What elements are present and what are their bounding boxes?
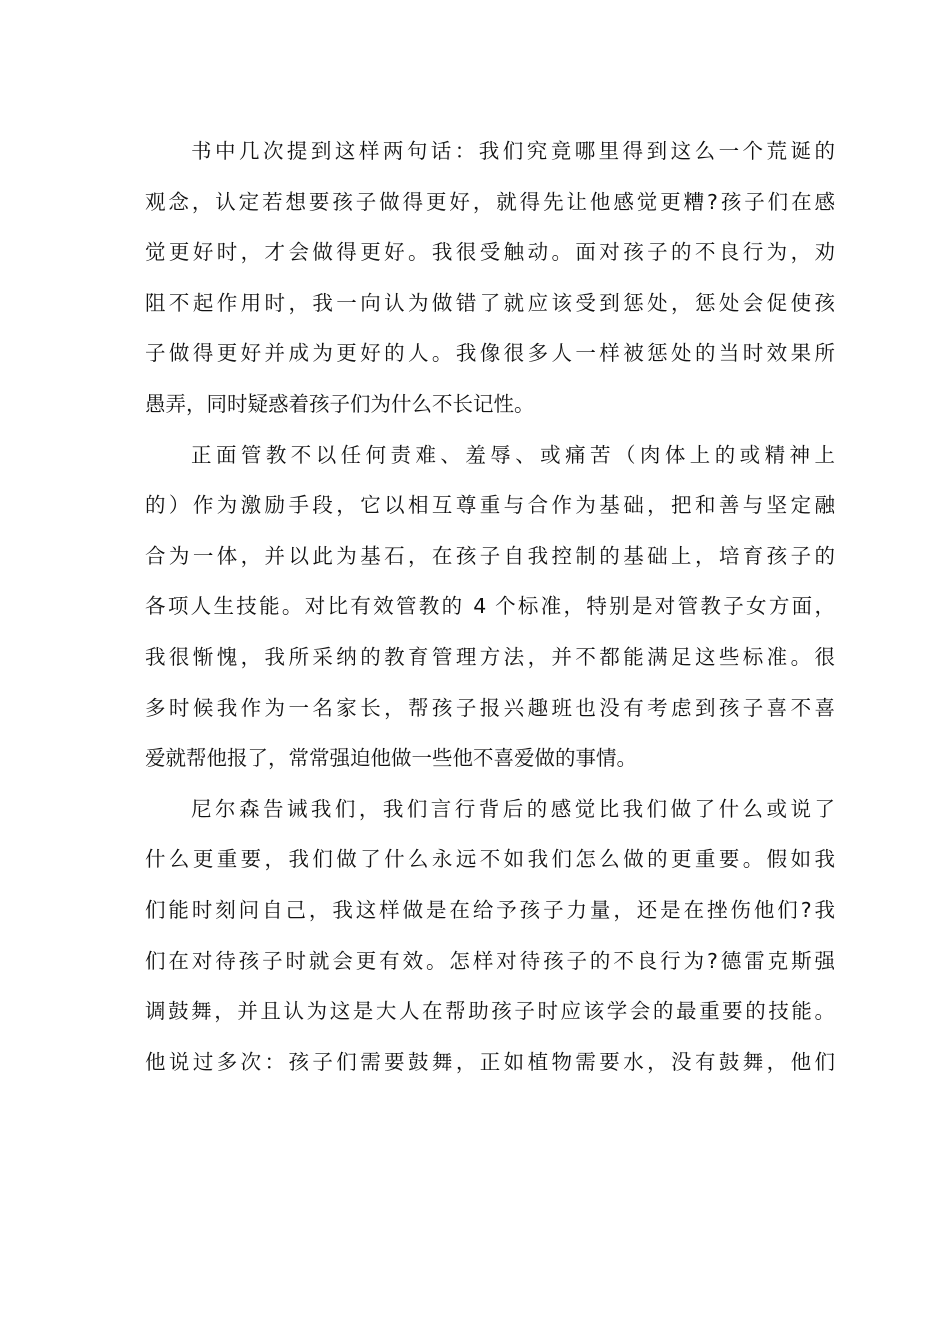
text-line: 我很惭愧，我所采纳的教育管理方法，并不都能满足这些标准。很 <box>145 644 835 669</box>
text-line: 阻不起作用时，我一向认为做错了就应该受到惩处，惩处会促使孩 <box>145 290 835 315</box>
text-line: 他说过多次：孩子们需要鼓舞，正如植物需要水，没有鼓舞，他们 <box>145 1049 835 1074</box>
text-line: 什么更重要，我们做了什么永远不如我们怎么做的更重要。假如我 <box>145 847 835 872</box>
document-body <box>145 126 835 1087</box>
paragraph-3 <box>145 784 835 1088</box>
text-line: 爱就帮他报了，常常强迫他做一些他不喜爱做的事情。 <box>145 746 637 771</box>
text-line: 们能时刻问自己，我这样做是在给予孩子力量，还是在挫伤他们?我 <box>145 897 835 922</box>
text-line: 书中几次提到这样两句话：我们究竟哪里得到这么一个荒诞的 <box>191 139 835 163</box>
text-line: 观念，认定若想要孩子做得更好，就得先让他感觉更糟?孩子们在感 <box>145 189 835 214</box>
text-line: 子做得更好并成为更好的人。我像很多人一样被惩处的当时效果所 <box>145 341 835 366</box>
text-line: 们在对待孩子时就会更有效。怎样对待孩子的不良行为?德雷克斯强 <box>145 948 835 973</box>
text-line: 多时候我作为一名家长，帮孩子报兴趣班也没有考虑到孩子喜不喜 <box>145 695 835 720</box>
paragraph-2 <box>145 430 835 784</box>
text-line: 合为一体，并以此为基石，在孩子自我控制的基础上，培育孩子的 <box>145 543 835 568</box>
text-line: 的）作为激励手段，它以相互尊重与合作为基础，把和善与坚定融 <box>145 493 835 518</box>
text-line: 正面管教不以任何责难、羞辱、或痛苦（肉体上的或精神上 <box>191 442 835 467</box>
paragraph-1 <box>145 126 835 430</box>
text-line: 愚弄，同时疑惑着孩子们为什么不长记性。 <box>145 391 535 416</box>
text-line: 尼尔森告诫我们，我们言行背后的感觉比我们做了什么或说了 <box>191 796 835 821</box>
text-line: 调鼓舞，并且认为这是大人在帮助孩子时应该学会的最重要的技能。 <box>145 999 835 1024</box>
text-line: 觉更好时，才会做得更好。我很受触动。面对孩子的不良行为，劝 <box>145 240 835 265</box>
text-line: 各项人生技能。对比有效管教的 4 个标准，特别是对管教子女方面， <box>145 594 835 619</box>
